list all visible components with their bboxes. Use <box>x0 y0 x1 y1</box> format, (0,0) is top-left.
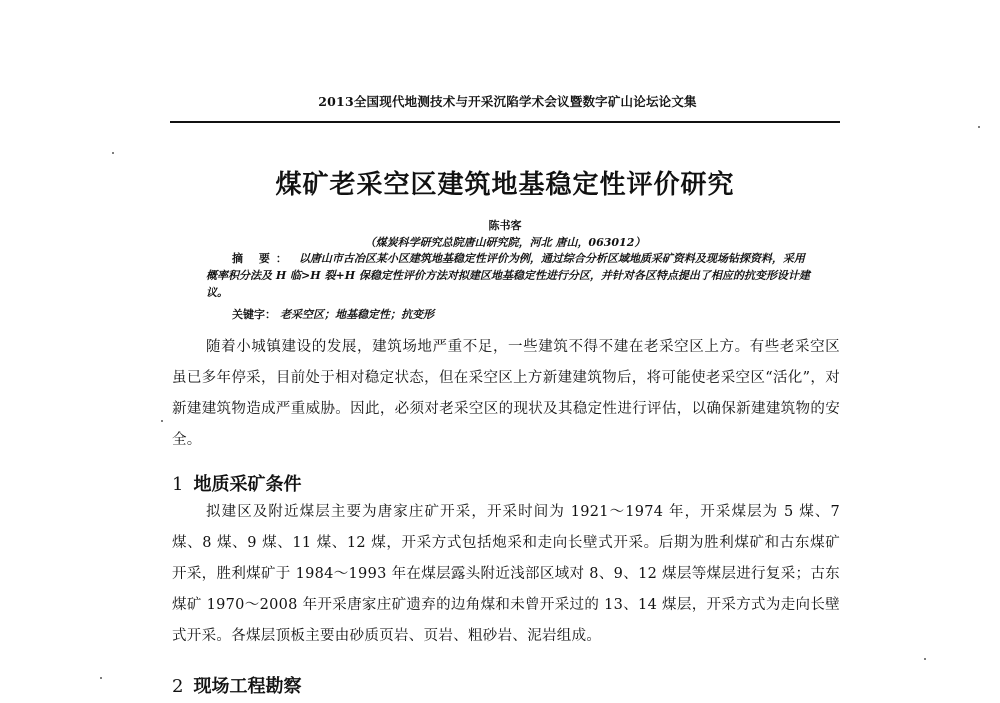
author-affiliation: （煤炭科学研究总院唐山研究院，河北 唐山，063012） <box>364 236 646 249</box>
intro-paragraph: 随着小城镇建设的发展，建筑场地严重不足，一些建筑不得不建在老采空区上方。有些老采空区虽已多年停采，目前处于相对稳定状态，但在采空区上方新建建筑物后，将可能使老采空区“活化”，对新建建筑物造成严重威胁。因此，必须对老采空区的现状及其稳定性进行评估，以确保新建建筑物的安全。 <box>172 339 840 448</box>
section-heading-2 <box>172 672 301 698</box>
author-name: 陈书客 <box>488 219 522 232</box>
keywords-text: 老采空区；地基稳定性；抗变形 <box>280 308 434 321</box>
scan-speck <box>112 152 114 154</box>
scan-speck <box>924 658 926 660</box>
keywords-label: 关键字： <box>232 308 276 321</box>
scan-speck <box>161 420 163 422</box>
section-1-paragraph: 拟建区及附近煤层主要为唐家庄矿开采，开采时间为 1921～1974 年，开采煤层为 5 煤、7 煤、8 煤、9 煤、11 煤、12 煤，开采方式包括炮采和走向长壁式开采。后期为胜利煤矿和古东煤矿开采，胜利煤矿于 1984～1993 年在煤层露头附近浅部区域对 8、9、12 煤层等煤层进行复采；古东煤矿 1970～2008 年开采唐家庄矿遗弃的边角煤和未曾开采过的 13、14 煤层，开采方式为走向长壁式开采。各煤层顶板主要由砂质页岩、页岩、粗砂岩、泥岩组成。 <box>172 504 840 644</box>
abstract <box>206 250 810 301</box>
section-number: 1 <box>172 474 184 495</box>
section-title: 现场工程勘察 <box>193 676 302 697</box>
section-heading-1 <box>172 470 301 496</box>
header-rule <box>170 121 840 123</box>
scan-speck <box>100 677 102 679</box>
abstract-label: 摘 要： <box>232 252 293 265</box>
keywords <box>232 306 792 322</box>
section-number: 2 <box>172 676 184 697</box>
scan-speck <box>978 126 980 128</box>
section-title: 地质采矿条件 <box>193 474 302 495</box>
paper-title: 煤矿老采空区建筑地基稳定性评价研究 <box>275 170 735 200</box>
abstract-text: 以唐山市古冶区某小区建筑地基稳定性评价为例，通过综合分析区域地质采矿资料及现场钻探资料，采用概率积分法及 H 临>H 裂+H 保稳定性评价方法对拟建区地基稳定性进行分区，并针对各区特点提出了相应的抗变形设计建议。 <box>206 252 810 299</box>
running-header: 2013全国现代地测技术与开采沉陷学术会议暨数字矿山论坛论文集 <box>318 94 697 109</box>
